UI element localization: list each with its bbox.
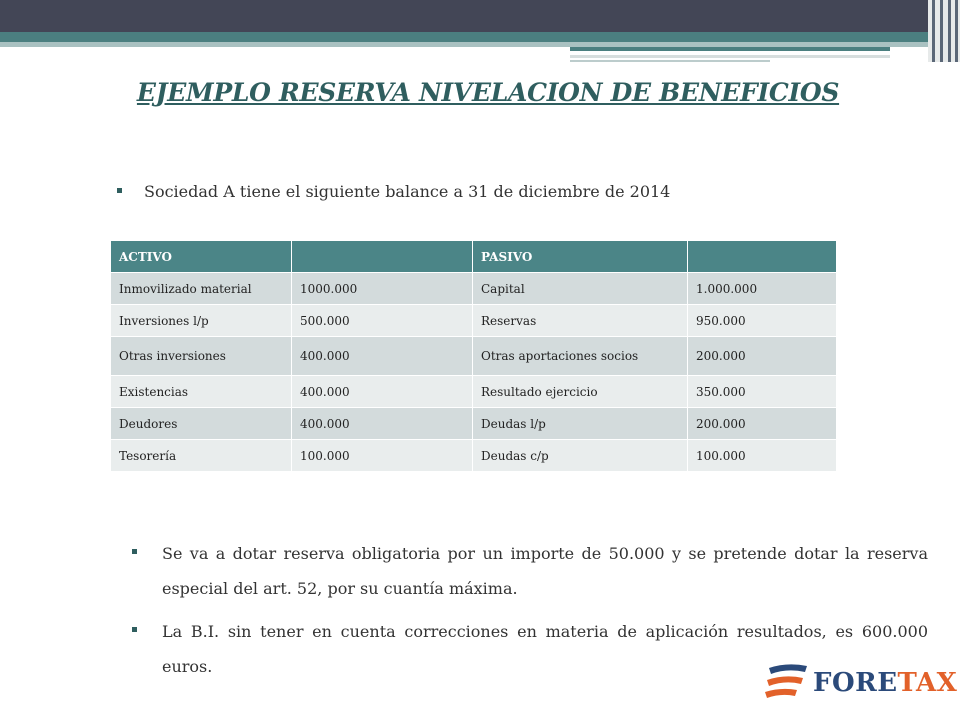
table-cell: 400.000 (292, 337, 473, 376)
bullet-text: La B.I. sin tener en cuenta correcciones en materia de aplicación resultados, es 600.000 euros. (162, 622, 928, 676)
table-cell: 100.000 (292, 440, 473, 472)
foretax-logo-mark-icon (765, 662, 809, 702)
table-cell: 1.000.000 (688, 273, 837, 305)
header-accent-line (570, 47, 890, 51)
corner-decoration (928, 0, 960, 62)
table-cell: Capital (473, 273, 688, 305)
table-cell: Otras aportaciones socios (473, 337, 688, 376)
table-row (111, 273, 837, 305)
table-cell: Existencias (111, 376, 292, 408)
logo-text-fore: FORE (813, 668, 898, 698)
table-cell: 500.000 (292, 305, 473, 337)
top-header-bar (0, 0, 960, 32)
header-pasivo-value (688, 241, 837, 273)
table-cell: Otras inversiones (111, 337, 292, 376)
slide-title: EJEMPLO RESERVA NIVELACION DE BENEFICIOS (136, 78, 840, 107)
header-accent-line (570, 60, 770, 62)
header-pasivo: PASIVO (473, 241, 688, 273)
foretax-logo (765, 662, 958, 702)
header-activo-value (292, 241, 473, 273)
table-cell: 200.000 (688, 337, 837, 376)
bullet-marker (132, 549, 137, 554)
table-cell: 200.000 (688, 408, 837, 440)
table-row (111, 408, 837, 440)
table-row (111, 305, 837, 337)
table-cell: Reservas (473, 305, 688, 337)
table-row (111, 337, 837, 376)
table-cell: Resultado ejercicio (473, 376, 688, 408)
table-cell: 350.000 (688, 376, 837, 408)
bullet-marker (117, 188, 122, 193)
table-cell: Deudas c/p (473, 440, 688, 472)
table-cell: Tesorería (111, 440, 292, 472)
table-cell: Deudas l/p (473, 408, 688, 440)
table-cell: Deudores (111, 408, 292, 440)
table-row (111, 376, 837, 408)
table-row (111, 440, 837, 472)
logo-wordmark (813, 668, 957, 698)
bullet-marker (132, 627, 137, 632)
table-cell: 400.000 (292, 408, 473, 440)
table-cell: 400.000 (292, 376, 473, 408)
table-cell: 1000.000 (292, 273, 473, 305)
logo-text-tax: TAX (897, 668, 958, 698)
header-stripe (0, 32, 960, 42)
table-header-row (111, 241, 837, 273)
header-activo: ACTIVO (111, 241, 292, 273)
table-cell: Inmovilizado material (111, 273, 292, 305)
balance-table (110, 240, 837, 472)
table-cell: Inversiones l/p (111, 305, 292, 337)
bullet-item (138, 536, 928, 606)
header-accent-line (570, 55, 890, 58)
table-cell: 950.000 (688, 305, 837, 337)
table-cell: 100.000 (688, 440, 837, 472)
intro-bullet-text: Sociedad A tiene el siguiente balance a 31 de diciembre de 2014 (144, 182, 671, 201)
bullet-text: Se va a dotar reserva obligatoria por un importe de 50.000 y se pretende dotar la reserva especial del art. 52, por su cuantía máxima. (162, 544, 928, 598)
intro-bullet (117, 182, 670, 201)
